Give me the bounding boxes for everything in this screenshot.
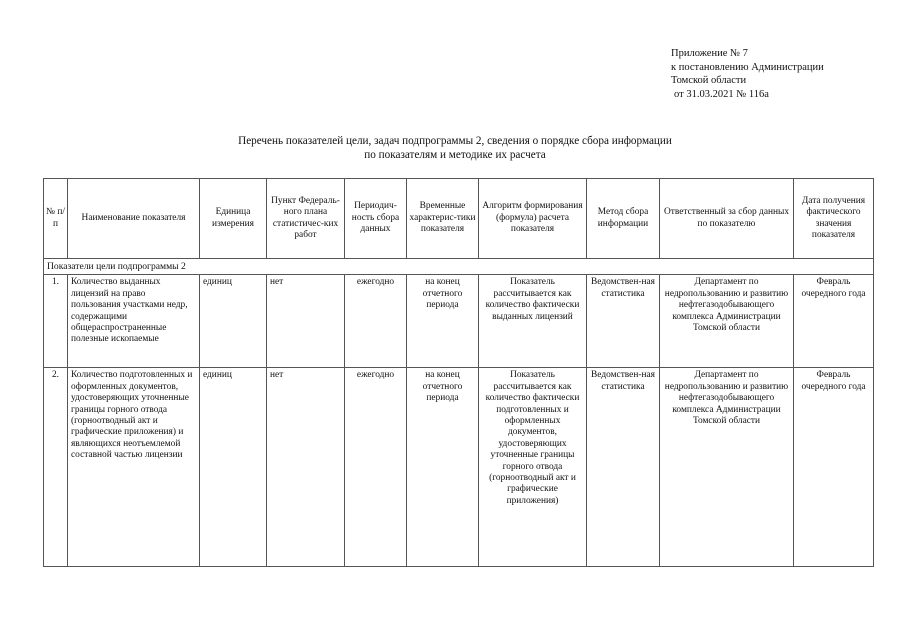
document-title [120,134,790,162]
appendix-resolution: к постановлению Администрации [671,61,824,73]
row-algo: Показатель рассчитывается как количество фактически выданных лицензий [479,275,587,368]
row-date: Февраль очередного года [794,368,874,567]
section-title: Показатели цели подпрограммы 2 [44,259,874,275]
row-num: 1. [44,275,68,368]
appendix-region: Томской области [671,75,747,87]
header-row [44,179,874,259]
header-time: Временные характерис-тики показателя [407,179,479,259]
row-name: Количество подготовленных и оформленных документов, удостоверяющих уточненные границы горного отвода (горноотводный акт и графические приложения) и являющихся неотъемлемой составной частью лицензии [68,368,200,567]
row-algo: Показатель рассчитывается как количество фактически подготовленных и оформленных документов, удостоверяющих уточненные границы горного отвода (горноотводный акт и графические приложения) [479,368,587,567]
row-unit: единиц [200,275,267,368]
indicators-table [43,178,874,567]
header-name: Наименование показателя [68,179,200,259]
header-num: № п/п [44,179,68,259]
row-name: Количество выданных лицензий на право пользования участками недр, содержащими общераспространенные полезные ископаемые [68,275,200,368]
row-fedplan: нет [267,368,345,567]
title-line-1: Перечень показателей цели, задач подпрограммы 2, сведения о порядке сбора информации [238,135,672,147]
section-row [44,259,874,275]
row-method: Ведомствен-ная статистика [587,275,660,368]
row-date: Февраль очередного года [794,275,874,368]
row-fedplan: нет [267,275,345,368]
header-method: Метод сбора информации [587,179,660,259]
row-period: ежегодно [345,368,407,567]
header-fedplan: Пункт Федераль-ного плана статистичес-ких работ [267,179,345,259]
row-responsible: Департамент по недропользованию и развитию нефтегазодобывающего комплекса Администрации Томской области [660,275,794,368]
appendix-block [671,47,824,101]
row-time: на конец отчетного периода [407,275,479,368]
header-period: Периодич-ность сбора данных [345,179,407,259]
title-line-2: по показателям и методике их расчета [364,149,546,161]
header-date: Дата получения фактического значения показателя [794,179,874,259]
header-responsible: Ответственный за сбор данных по показателю [660,179,794,259]
row-num: 2. [44,368,68,567]
row-responsible: Департамент по недропользованию и развитию нефтегазодобывающего комплекса Администрации Томской области [660,368,794,567]
row-time: на конец отчетного периода [407,368,479,567]
row-method: Ведомствен-ная статистика [587,368,660,567]
header-unit: Единица измерения [200,179,267,259]
table-row [44,368,874,567]
appendix-number: Приложение № 7 [671,48,748,59]
appendix-date: от 31.03.2021 № 116а [674,88,769,100]
row-unit: единиц [200,368,267,567]
table-row [44,275,874,368]
row-period: ежегодно [345,275,407,368]
header-algo: Алгоритм формирования (формула) расчета показателя [479,179,587,259]
